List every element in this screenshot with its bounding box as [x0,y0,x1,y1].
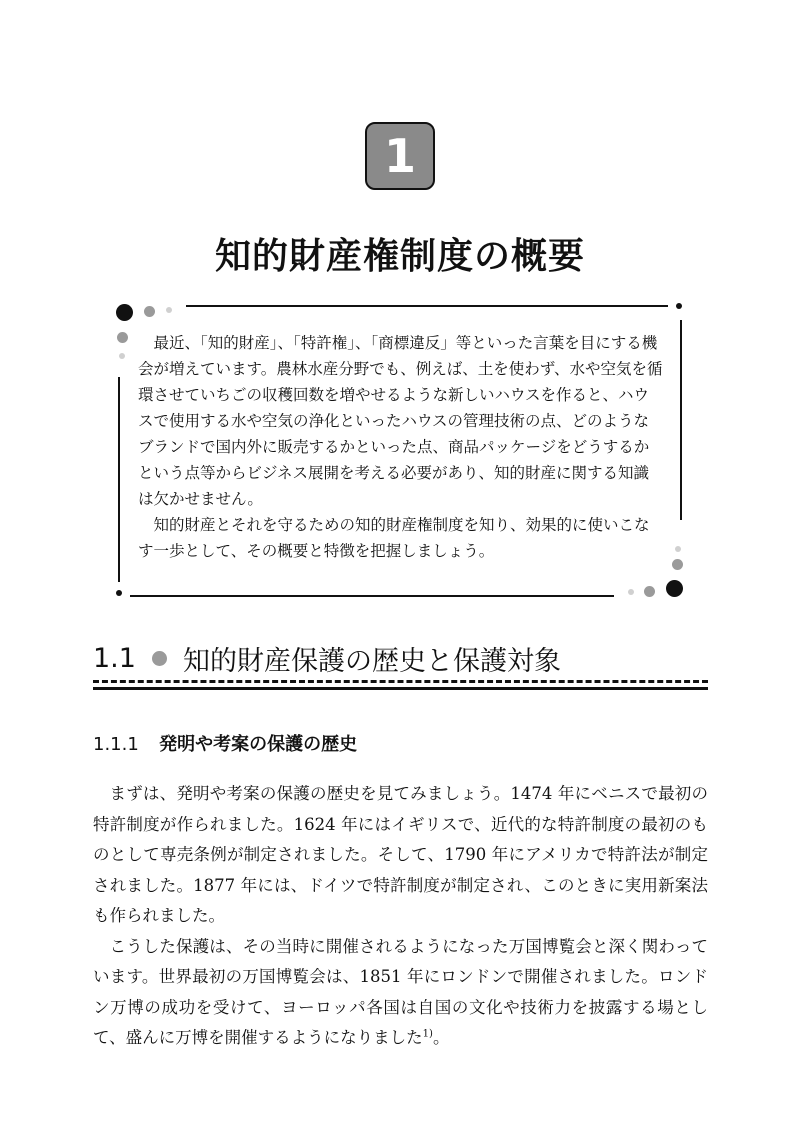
chapter-number-badge [365,122,435,190]
frame-dot-medium-top [144,306,155,317]
frame-bottom-line [130,595,614,597]
body-paragraph: まずは、発明や考案の保護の歴史を見てみましょう。1474 年にベニスで最初の特許制度が作られました。1624 年にはイギリスで、近代的な特許制度の最初のものとして専売条例が制定されました。そして、1790 年にアメリカで特許法が制定されました。1877 年には、ドイツで特許制度が制定され、このときに実用新案法も作られました。 [93,784,708,925]
frame-right-line [680,320,682,520]
frame-dot-medium-left [117,332,128,343]
frame-dot-large-bottom-right [666,580,683,597]
chapter-number: 1 [383,129,416,183]
body-text [93,779,708,1054]
frame-dot-medium-right [672,559,683,570]
section-heading [93,641,708,675]
body-paragraph-text: こうした保護は、その当時に開催されるようになった万国博覧会と深く関わっています。世界最初の万国博覧会は、1851 年にロンドンで開催されました。ロンドン万博の成功を受けて、ヨーロッパ各国は自国の文化や技術力を披露する場として、盛んに万博を開催するようになりました [93,936,708,1047]
intro-paragraph: 最近、「知的財産」、「特許権」、「商標違反」等といった言葉を目にする機会が増えています。農林水産分野でも、例えば、土を使わず、水や空気を循環させていちごの収穫回数を増やせるような新しいハウスを作ると、ハウスで使用する水や空気の浄化といったハウスの管理技術の点、どのようなブランドで国内外に販売するかといった点、商品パッケージをどうするかという点等からビジネス展開を考える必要があり、知的財産に関する知識は欠かせません。 [138,334,663,508]
frame-dot-bottom-left [116,590,122,596]
frame-top-line [186,305,668,307]
body-paragraph-last [93,932,708,1054]
section-dashed-rule [93,680,708,683]
section-bullet-icon [152,651,167,666]
intro-paragraph: 知的財産とそれを守るための知的財産権制度を知り、効果的に使いこなす一歩として、その概要と特徴を把握しましょう。 [138,516,650,560]
subsection-title: 発明や考案の保護の歴史 [159,734,358,755]
subsection-number: 1.1.1 [93,734,139,755]
section-number: 1.1 [93,642,136,674]
frame-dot-small-right [675,546,681,552]
frame-dot-small-top [166,307,172,313]
frame-left-line [118,377,120,582]
frame-dot-medium-bottom [644,586,655,597]
body-paragraph-closing: 。 [432,1028,450,1047]
footnote-reference: 1) [422,1028,433,1040]
frame-dot-large-top-left [116,304,133,321]
chapter-title: 知的財産権制度の概要 [214,236,585,277]
frame-dot-small-left [119,353,125,359]
section-title: 知的財産保護の歴史と保護対象 [182,645,561,677]
intro-text [138,330,664,564]
frame-dot-top-right [676,303,682,309]
frame-dot-small-bottom [628,589,634,595]
subsection-heading [93,730,357,756]
section-solid-rule [93,687,708,690]
